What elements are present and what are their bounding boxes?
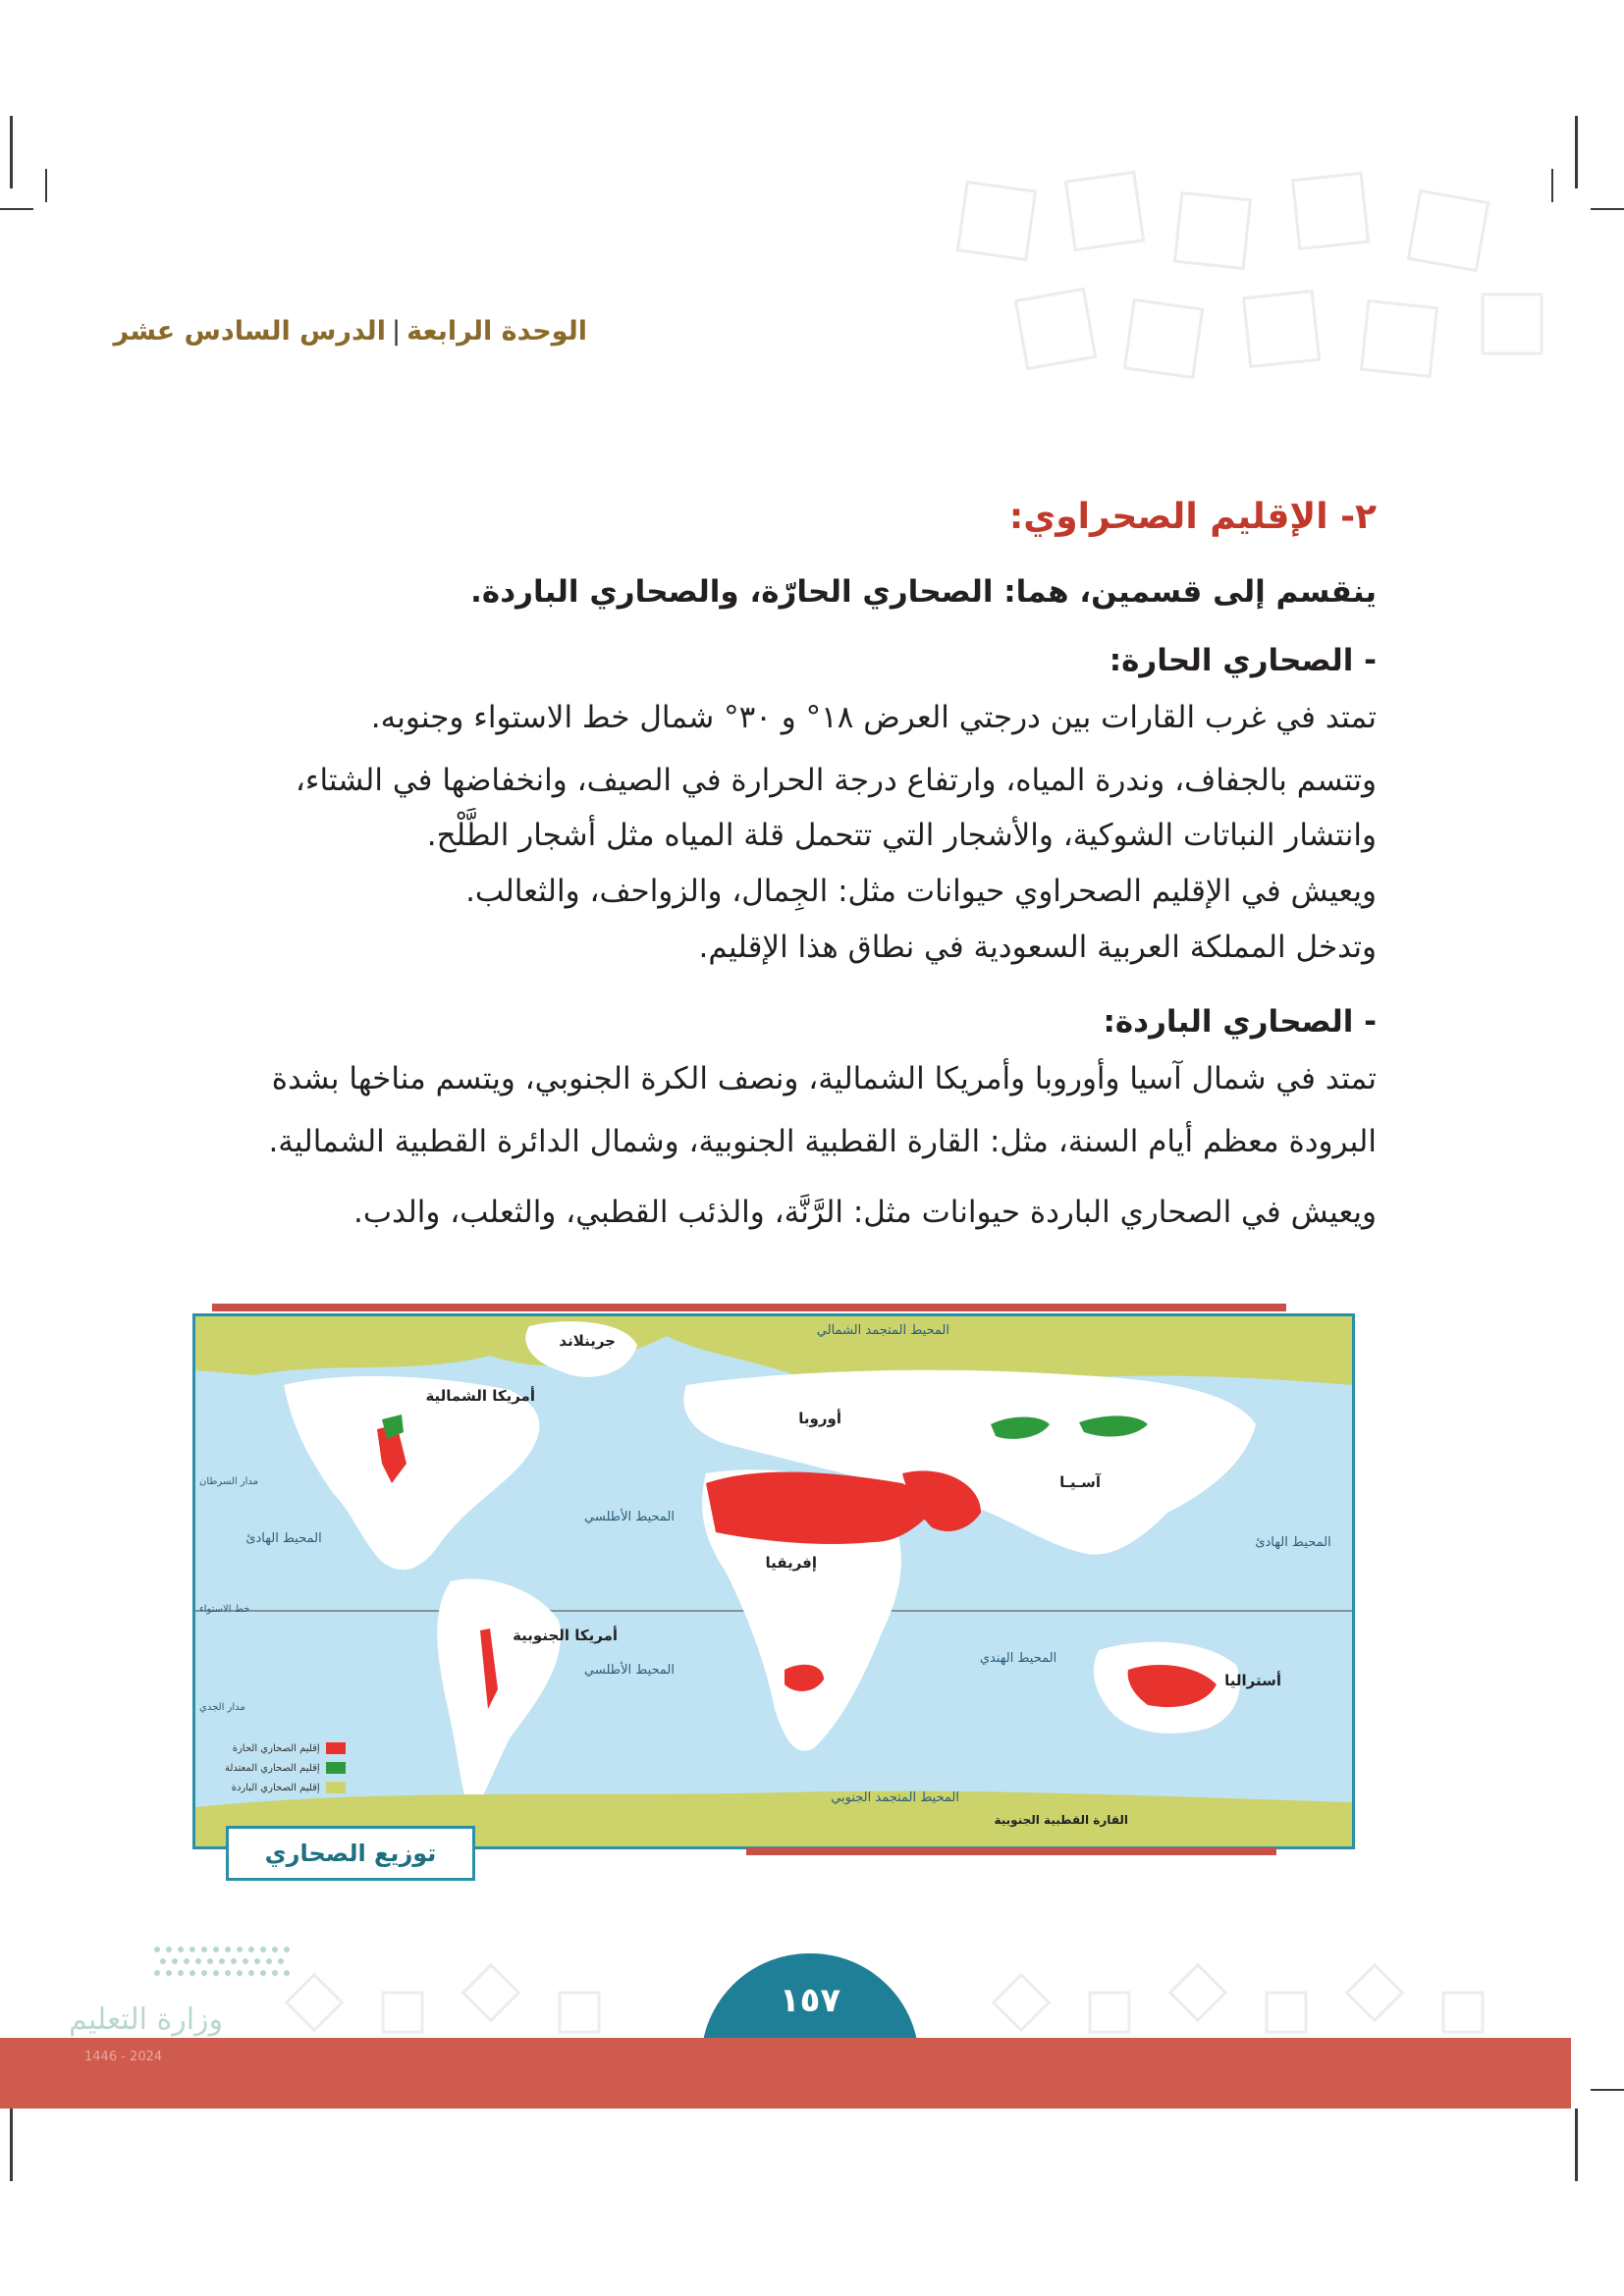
- ministry-logo-icon: [147, 1940, 304, 1999]
- world-map-graphic: [195, 1316, 1352, 1846]
- crop-mark: [1575, 116, 1578, 188]
- ocean-label-pacific-east: المحيط الهادئ: [1255, 1535, 1331, 1550]
- line-label-cancer: مدار السرطان: [199, 1476, 259, 1487]
- running-head: [113, 316, 587, 347]
- section-title: ٢- الإقليم الصحراوي:: [1008, 497, 1377, 537]
- crop-mark: [45, 169, 47, 202]
- map-label-greenland: جرينلاند: [559, 1332, 616, 1350]
- map-label-australia: أستراليا: [1224, 1672, 1281, 1689]
- paragraph-line: تمتد في شمال آسيا وأوروبا وأمريكا الشمالية، ونصف الكرة الجنوبي، ويتسم مناخها بشدة: [271, 1061, 1377, 1096]
- desert-distribution-map: [192, 1313, 1355, 1849]
- line-label-equator: خط الاستواء: [199, 1604, 250, 1615]
- paragraph-line: وتدخل المملكة العربية السعودية في نطاق هذا الإقليم.: [698, 930, 1377, 965]
- legend-label: إقليم الصحاري الحارة: [232, 1742, 320, 1754]
- unit-label: الوحدة الرابعة: [406, 316, 587, 347]
- ocean-label-southern: المحيط المتجمد الجنوبي: [831, 1790, 959, 1805]
- ocean-label-arctic: المحيط المتجمد الشمالي: [816, 1323, 949, 1338]
- south-america-shape: [437, 1578, 561, 1817]
- footer-band: [0, 2038, 1571, 2109]
- paragraph-line: وانتشار النباتات الشوكية، والأشجار التي تتحمل قلة المياه مثل أشجار الطَّلْح.: [426, 818, 1377, 853]
- ministry-name: وزارة التعليم: [69, 2002, 224, 2037]
- figure-accent-bar: [746, 1847, 1276, 1855]
- map-legend: [225, 1738, 346, 1797]
- paragraph-line: ويعيش في الإقليم الصحراوي حيوانات مثل: الجِمال، والزواحف، والثعالب.: [465, 874, 1377, 909]
- map-label-africa: إفريقيا: [765, 1554, 817, 1572]
- crop-mark: [0, 208, 33, 210]
- page-number: ١٥٧: [779, 1981, 841, 2020]
- legend-label: إقليم الصحاري المعتدلة: [225, 1762, 320, 1774]
- line-label-capricorn: مدار الجدي: [199, 1702, 245, 1713]
- figure-accent-bar: [212, 1304, 1286, 1311]
- cold-deserts-heading: - الصحاري الباردة:: [1103, 1004, 1377, 1040]
- map-label-asia: آسـيـا: [1059, 1473, 1101, 1491]
- legend-item: [225, 1738, 346, 1758]
- legend-item: [225, 1778, 346, 1797]
- hot-deserts-heading: - الصحاري الحارة:: [1109, 643, 1377, 678]
- ocean-label-pacific-west: المحيط الهادئ: [245, 1531, 322, 1546]
- section-intro: ينقسم إلى قسمين، هما: الصحاري الحارّة، والصحاري الباردة.: [470, 574, 1377, 610]
- crop-mark: [1575, 2109, 1578, 2181]
- crop-mark: [1591, 2089, 1624, 2091]
- paragraph-line: وتتسم بالجفاف، وندرة المياه، وارتفاع درجة الحرارة في الصيف، وانخفاضها في الشتاء،: [295, 763, 1377, 798]
- crop-mark: [10, 2109, 13, 2181]
- ocean-label-atlantic-north: المحيط الأطلسي: [584, 1510, 675, 1524]
- cold-desert-north: [195, 1316, 1352, 1385]
- crop-mark: [10, 116, 13, 188]
- map-caption: توزيع الصحاري: [226, 1826, 475, 1881]
- map-label-antarctica: القارة القطبية الجنوبية: [994, 1813, 1128, 1827]
- paragraph-line: تمتد في غرب القارات بين درجتي العرض ١٨° و ٣٠° شمال خط الاستواء وجنوبه.: [370, 700, 1377, 735]
- header-separator: |: [391, 316, 402, 347]
- ocean-label-indian: المحيط الهندي: [979, 1651, 1057, 1666]
- crop-mark: [1591, 208, 1624, 210]
- edition-year: 2024 - 1446: [84, 2050, 163, 2064]
- decorative-pattern: [923, 157, 1571, 452]
- ocean-label-atlantic-south: المحيط الأطلسي: [584, 1663, 675, 1678]
- map-label-europe: أوروبا: [798, 1410, 841, 1427]
- map-label-south-america: أمريكا الجنوبية: [513, 1627, 618, 1644]
- lesson-label: الدرس السادس عشر: [113, 316, 386, 347]
- legend-item: [225, 1758, 346, 1778]
- map-label-north-america: أمريكا الشمالية: [425, 1387, 535, 1405]
- legend-swatch: [326, 1762, 346, 1774]
- legend-swatch: [326, 1782, 346, 1793]
- legend-swatch: [326, 1742, 346, 1754]
- legend-label: إقليم الصحاري الباردة: [231, 1782, 320, 1793]
- paragraph-line: ويعيش في الصحاري الباردة حيوانات مثل: الرَّنَّة، والذئب القطبي، والثعلب، والدب.: [353, 1195, 1377, 1230]
- paragraph-line: البرودة معظم أيام السنة، مثل: القارة القطبية الجنوبية، وشمال الدائرة القطبية الشمالية.: [268, 1124, 1377, 1159]
